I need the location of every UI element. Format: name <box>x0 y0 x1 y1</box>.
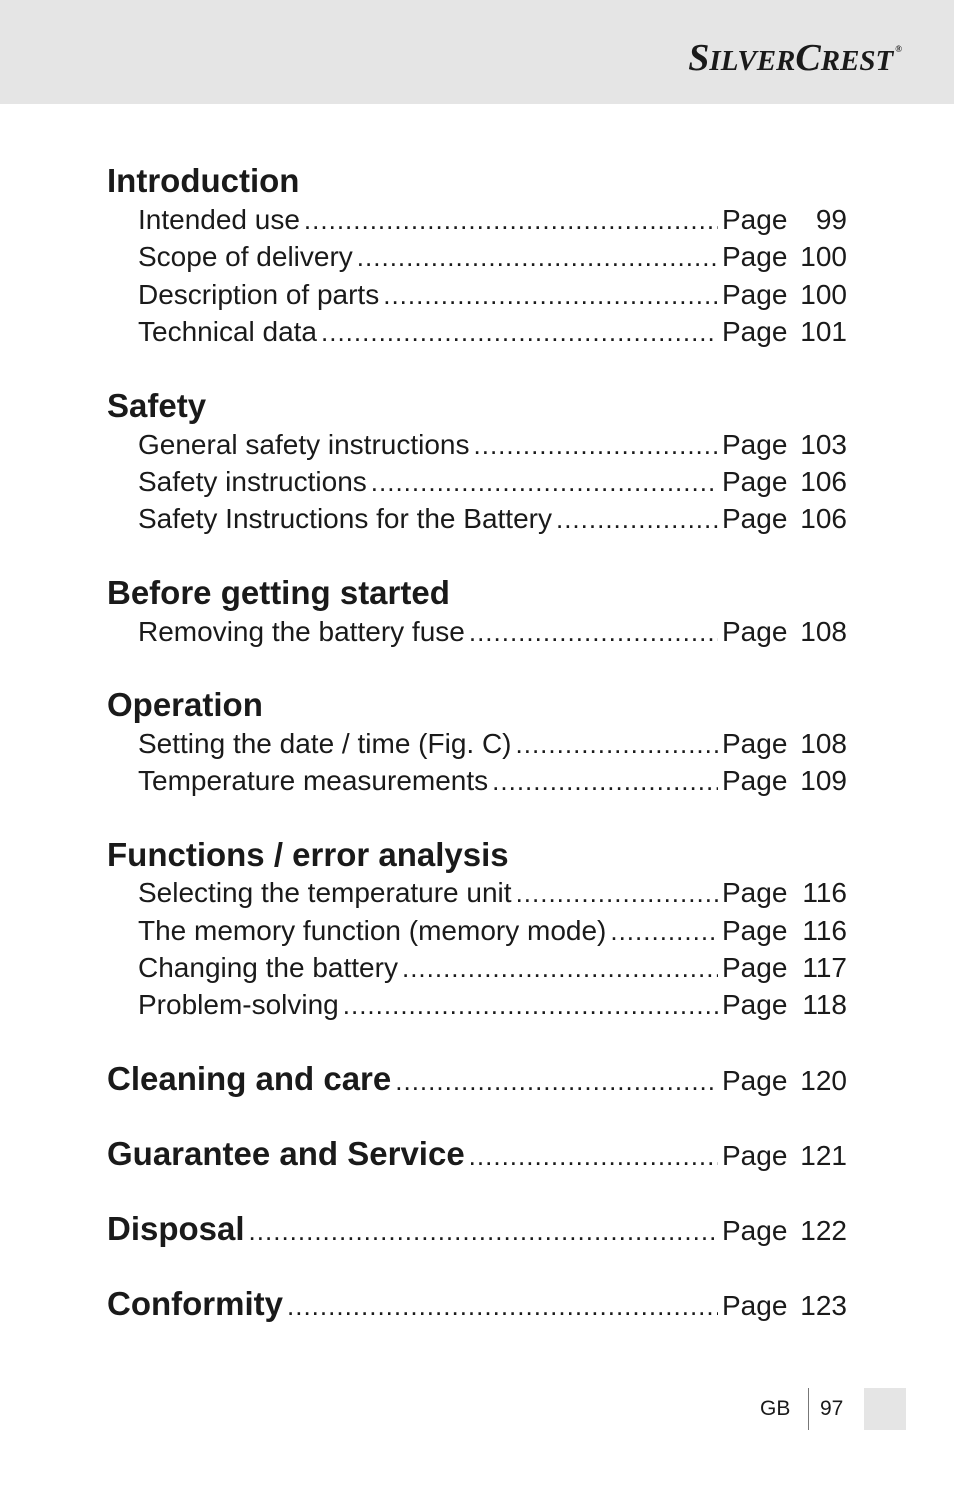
dot-leader <box>516 878 718 909</box>
toc-entry-label: Scope of delivery <box>138 241 353 272</box>
toc-entry-page: Page 99 <box>722 204 847 235</box>
toc-entry-page: Page 117 <box>722 952 847 983</box>
toc-entry-label: Removing the battery fuse <box>138 616 465 647</box>
toc-entry-label: Setting the date / time (Fig. C) <box>138 728 512 759</box>
dot-leader <box>516 729 719 760</box>
toc-entry[interactable] <box>138 877 847 909</box>
toc-entry-page: Page 106 <box>722 466 847 497</box>
toc-entry[interactable] <box>138 204 847 236</box>
footer-page-number: 97 <box>820 1397 844 1420</box>
toc-entry-label: The memory function (memory mode) <box>138 915 607 946</box>
toc-entry-page: Page 100 <box>722 241 847 272</box>
dot-leader <box>395 1066 718 1097</box>
toc-entry[interactable] <box>138 952 847 984</box>
toc-entry-page: Page 121 <box>722 1140 847 1171</box>
dot-leader <box>249 1216 718 1247</box>
toc-entry-page: Page 101 <box>722 316 847 347</box>
toc-main-entry-label: Disposal <box>107 1210 245 1247</box>
dot-leader <box>469 617 718 648</box>
dot-leader <box>321 317 718 348</box>
section-title-before-getting-started: Before getting started <box>107 574 450 611</box>
toc-entry-label: Selecting the temperature unit <box>138 877 512 908</box>
section-title-functions-error-analysis: Functions / error analysis <box>107 836 509 873</box>
toc-entry-label: Safety instructions <box>138 466 367 497</box>
dot-leader <box>304 205 718 236</box>
dot-leader <box>383 280 718 311</box>
dot-leader <box>402 953 718 984</box>
toc-entry-page: Page 100 <box>722 279 847 310</box>
dot-leader <box>357 242 718 273</box>
toc-main-entry-disposal[interactable] <box>107 1210 847 1248</box>
toc-entry[interactable] <box>138 316 847 348</box>
dot-leader <box>474 430 719 461</box>
toc-entry-label: Changing the battery <box>138 952 398 983</box>
dot-leader <box>287 1291 718 1322</box>
toc-entry[interactable] <box>138 466 847 498</box>
toc-entry-page: Page 116 <box>722 877 847 908</box>
toc-main-entry-label: Guarantee and Service <box>107 1135 465 1172</box>
toc-entry[interactable] <box>138 503 847 535</box>
toc-main-entry-conformity[interactable] <box>107 1285 847 1323</box>
toc-entry-page: Page 118 <box>722 989 847 1020</box>
toc-entry-page: Page 122 <box>722 1215 847 1246</box>
toc-entry-label: Temperature measurements <box>138 765 489 796</box>
toc-entry-label: Safety Instructions for the Battery <box>138 503 552 534</box>
dot-leader <box>492 766 718 797</box>
dot-leader <box>556 504 718 535</box>
toc-entry-page: Page 108 <box>722 728 847 759</box>
footer-divider <box>808 1388 809 1430</box>
footer-language: GB <box>760 1397 791 1420</box>
toc-entry-page: Page 103 <box>722 429 847 460</box>
toc-entry-page: Page 109 <box>722 765 847 796</box>
brand-logo: SILVERCREST ® <box>688 37 902 79</box>
toc-entry-label: Description of parts <box>138 279 380 310</box>
footer-tab-marker <box>864 1388 906 1430</box>
toc-entry[interactable] <box>138 279 847 311</box>
toc-main-entry-cleaning-and-care[interactable] <box>107 1060 847 1098</box>
toc-entry-page: Page 106 <box>722 503 847 534</box>
section-title-operation: Operation <box>107 686 263 723</box>
toc-main-entry-label: Cleaning and care <box>107 1060 392 1097</box>
toc-entry-label: General safety instructions <box>138 429 470 460</box>
toc-entry-label: Technical data <box>138 316 318 347</box>
dot-leader <box>610 916 718 947</box>
dot-leader <box>343 990 718 1021</box>
toc-entry[interactable] <box>138 241 847 273</box>
toc-entry-page: Page 120 <box>722 1065 847 1096</box>
dot-leader <box>371 467 718 498</box>
toc-entry-page: Page 123 <box>722 1290 847 1321</box>
toc-main-entry-guarantee-and-service[interactable] <box>107 1135 847 1173</box>
section-title-introduction: Introduction <box>107 162 300 199</box>
toc-entry[interactable] <box>138 728 847 760</box>
toc-entry[interactable] <box>138 989 847 1021</box>
section-title-safety: Safety <box>107 387 207 424</box>
toc-entry[interactable] <box>138 616 847 648</box>
toc-entry-page: Page 116 <box>722 915 847 946</box>
toc-entry-page: Page 108 <box>722 616 847 647</box>
toc-entry[interactable] <box>138 915 847 947</box>
toc-entry[interactable] <box>138 765 847 797</box>
toc-entry-label: Intended use <box>138 204 300 235</box>
toc-main-entry-label: Conformity <box>107 1285 283 1322</box>
dot-leader <box>469 1141 718 1172</box>
toc-entry[interactable] <box>138 429 847 461</box>
toc-entry-label: Problem-solving <box>138 989 339 1020</box>
